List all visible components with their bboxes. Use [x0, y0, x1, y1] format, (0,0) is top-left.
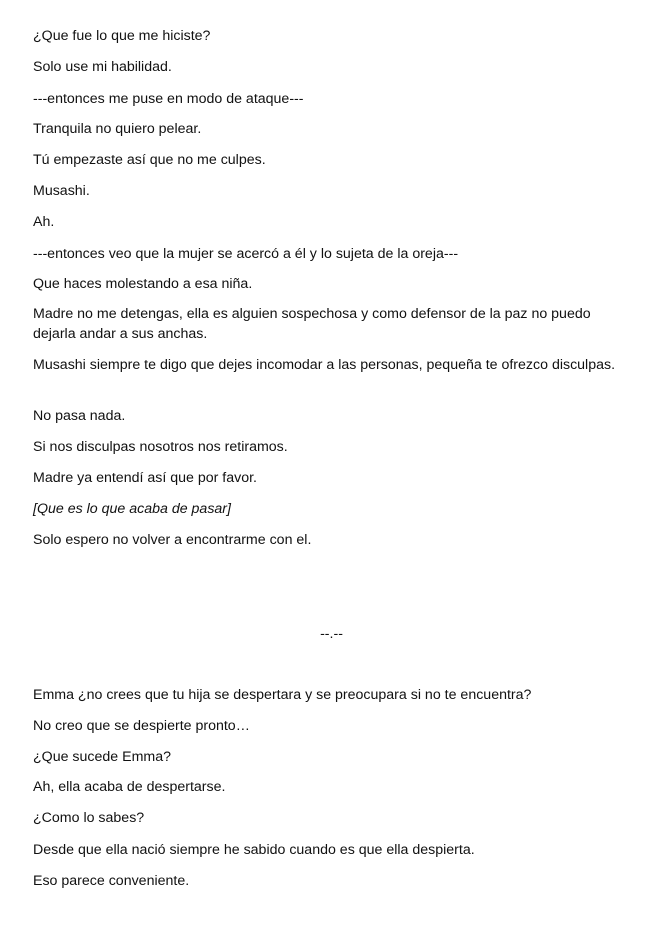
paragraph: ¿Que sucede Emma? — [33, 749, 171, 765]
paragraph: Tranquila no quiero pelear. — [33, 121, 202, 137]
paragraph: ---entonces me puse en modo de ataque--- — [33, 91, 304, 107]
paragraph: Madre ya entendí así que por favor. — [33, 470, 257, 486]
paragraph: Ah. — [33, 214, 55, 230]
paragraph: Tú empezaste así que no me culpes. — [33, 152, 266, 168]
paragraph: Que haces molestando a esa niña. — [33, 276, 253, 292]
paragraph: Eso parece conveniente. — [33, 873, 190, 889]
paragraph: Madre no me detengas, ella es alguien sospechosa y como defensor de la paz no puedo dejarla andar a sus anchas. — [33, 306, 591, 342]
scene-separator: --.-- — [320, 626, 343, 642]
paragraph: Si nos disculpas nosotros nos retiramos. — [33, 439, 288, 455]
paragraph: No creo que se despierte pronto… — [33, 718, 250, 734]
paragraph: Solo espero no volver a encontrarme con el. — [33, 532, 312, 548]
paragraph: Emma ¿no crees que tu hija se despertara y se preocupara si no te encuentra? — [33, 687, 532, 703]
paragraph-thought: [Que es lo que acaba de pasar] — [33, 501, 231, 517]
paragraph: Musashi. — [33, 183, 90, 199]
paragraph: No pasa nada. — [33, 408, 126, 424]
paragraph: ¿Que fue lo que me hiciste? — [33, 28, 211, 44]
paragraph: Solo use mi habilidad. — [33, 59, 172, 75]
paragraph: Ah, ella acaba de despertarse. — [33, 779, 226, 795]
paragraph: ¿Como lo sabes? — [33, 810, 145, 826]
paragraph: Musashi siempre te digo que dejes incomodar a las personas, pequeña te ofrezco disculpas. — [33, 357, 616, 373]
paragraph: Desde que ella nació siempre he sabido cuando es que ella despierta. — [33, 842, 475, 858]
paragraph: ---entonces veo que la mujer se acercó a él y lo sujeta de la oreja--- — [33, 246, 459, 262]
